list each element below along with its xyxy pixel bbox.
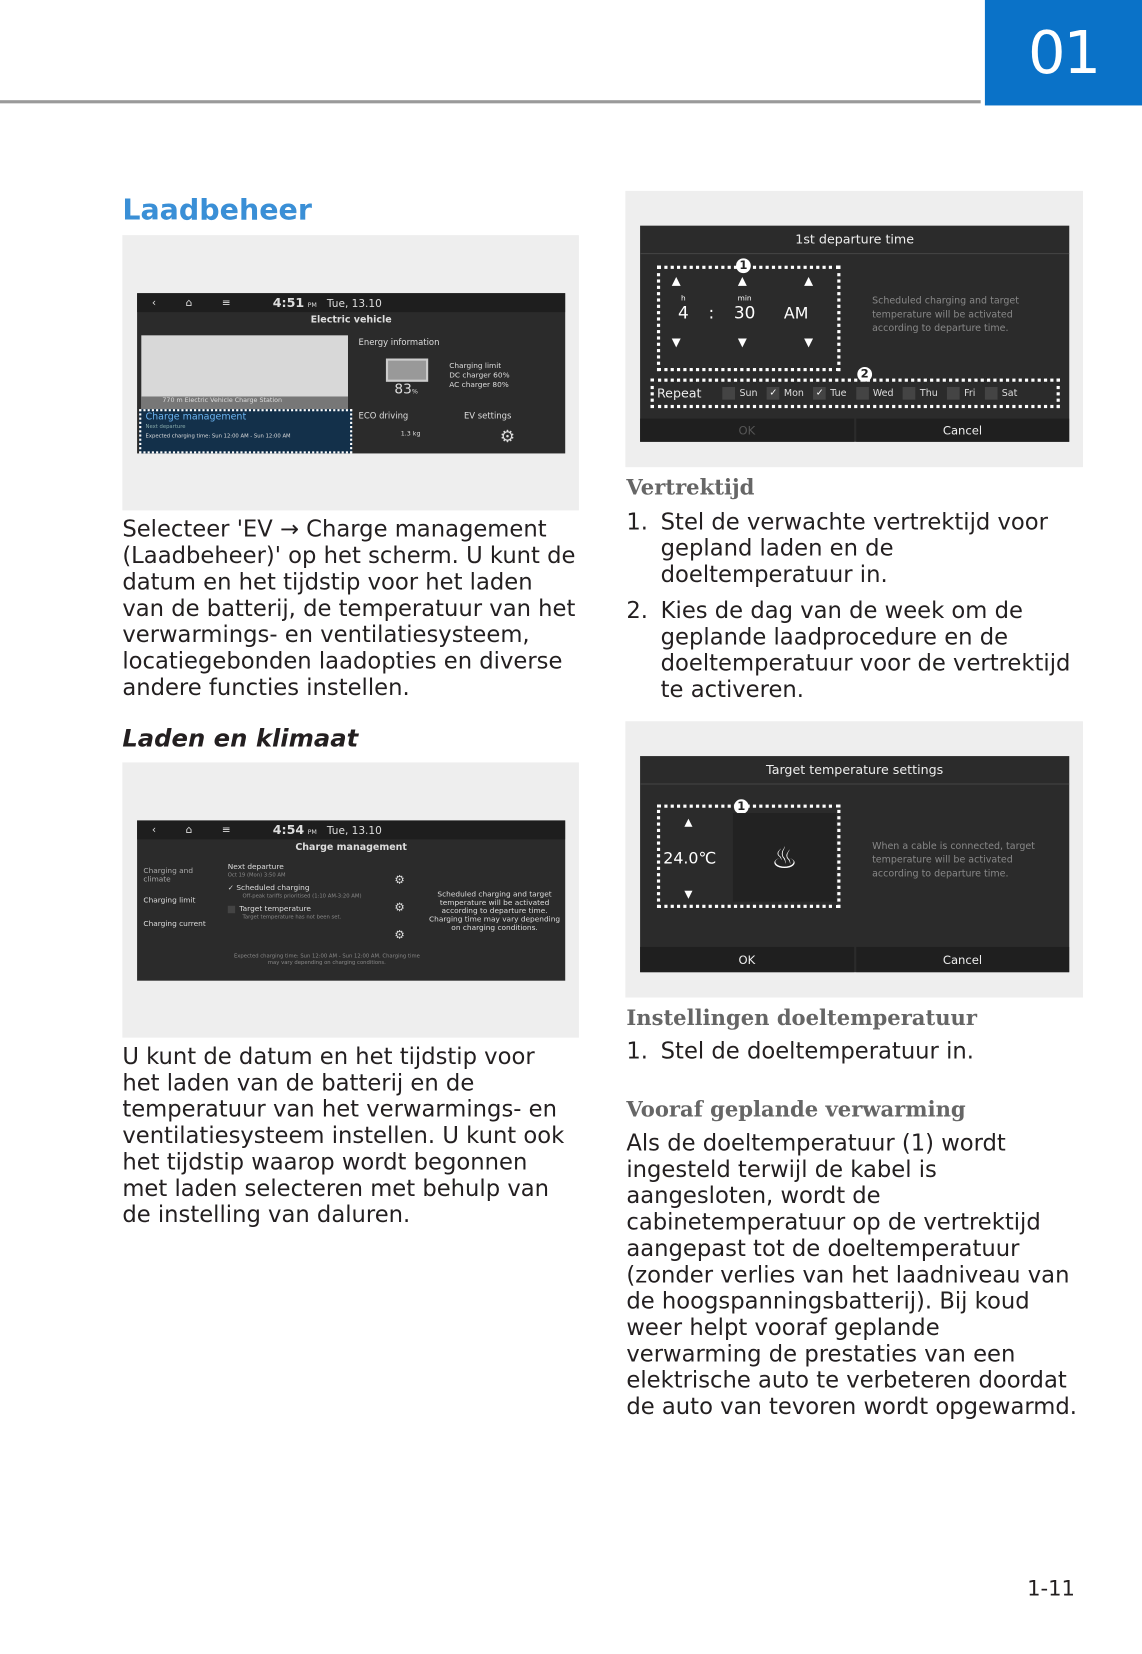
page-number: 1-11 — [1027, 1575, 1075, 1601]
ampm-up-icon[interactable]: ▲ — [804, 274, 814, 288]
day-sat[interactable] — [985, 387, 1017, 400]
day-tue[interactable] — [813, 387, 846, 400]
header-rule — [0, 100, 981, 103]
section-heading: Laadbeheer — [122, 194, 312, 227]
day-label: Sun — [739, 388, 758, 400]
day-fri[interactable] — [947, 387, 975, 400]
target-sub: Target temperature has not been set. — [242, 914, 342, 921]
heading-vertrektijd: Vertrektijd — [626, 474, 755, 500]
gear-icon[interactable]: ⚙ — [394, 900, 405, 915]
day-label: Mon — [783, 388, 804, 400]
list-vertrektijd — [626, 509, 1085, 713]
chapter-badge: 01 — [985, 0, 1142, 105]
battery-pct: 83 — [394, 381, 412, 398]
hour-value[interactable]: 4 — [677, 302, 689, 323]
eco-value: 1.3 kg — [400, 430, 421, 438]
battery-icon — [386, 359, 428, 382]
footer-text: Expected charging time: Sun 12:00 AM - Sun 12:00 AM. Charging time may vary depending on charging conditions. — [233, 953, 420, 966]
ok-button[interactable]: OK — [640, 947, 854, 972]
side-charging-climate[interactable]: Charging and climate — [143, 866, 194, 884]
ampm: PM — [307, 301, 317, 309]
day-label: Wed — [872, 388, 894, 400]
gear-icon[interactable]: ⚙ — [394, 927, 405, 942]
list-doeltemperatuur — [626, 1039, 1085, 1075]
list-item: 1. Stel de verwachte vertrektijd voor gepland laden en de doeltemperatuur in. — [626, 509, 1085, 588]
day-checkbox[interactable] — [903, 387, 916, 400]
laden-paragraph: U kunt de datum en het tijdstip voor het laden van de batterij en de temperatuur van het verwarmings- en ventilatiesysteem instellen. U kunt ook het tijdstip waarop wordt begonnen met laden selecteren met behulp van de instelling van daluren. — [122, 1043, 565, 1229]
side-charging-limit[interactable]: Charging limit — [143, 896, 196, 905]
menu-icon: ≡ — [221, 824, 231, 836]
ampm-value[interactable]: AM — [783, 303, 809, 323]
list-item-text: Stel de verwachte vertrektijd voor gepland laden en de doeltemperatuur in. — [660, 509, 1048, 589]
min-value[interactable]: 30 — [733, 302, 756, 323]
vooraf-paragraph: Als de doeltemperatuur (1) wordt ingesteld terwijl de kabel is aangesloten, wordt de cabinetemperatuur op de vertrektijd aangepast tot de doeltemperatuur (zonder verlies van het laadniveau van de hoogspanningsbatterij). Bij koud weer helpt vooraf geplande verwarming de prestaties van een elektrische auto te verbeteren doordat de auto van tevoren wordt opgewarmd. — [626, 1130, 1077, 1421]
dc-limit: DC charger 60% — [449, 371, 510, 380]
target-screen — [640, 756, 1069, 972]
scheduled-sub: Off-peak tariffs prioritised (1:10 AM-3:20 AM) — [242, 893, 362, 900]
map[interactable] — [141, 335, 348, 409]
cancel-button[interactable]: Cancel — [856, 947, 1070, 972]
clock: 4:51 — [272, 295, 305, 311]
callout-1: 1 — [734, 799, 749, 814]
home-icon: ⌂ — [185, 296, 193, 309]
list-item: 2. Kies de dag van de week om de geplande laadprocedure en de doeltemperatuur voor de vertrektijd te activeren. — [626, 598, 1085, 703]
min-label: min — [737, 294, 752, 303]
day-label: Fri — [964, 388, 976, 400]
screen-title: Electric vehicle — [310, 315, 392, 326]
intro-paragraph: Selecteer 'EV → Charge management (Laadbeheer)' op het scherm. U kunt de datum en het tijdstip voor het laden van de batterij, de temperatuur van het verwarmings- en ventilatiesysteem, locatiegebonden laadopties en diverse andere functies instellen. — [122, 516, 576, 702]
menu-icon: ≡ — [221, 296, 231, 309]
pct-unit: % — [411, 388, 418, 396]
min-up-icon[interactable]: ▲ — [737, 274, 747, 288]
screen-title: Charge management — [295, 842, 407, 854]
tile-next: Next departure — [145, 423, 186, 431]
info-text: Scheduled charging and target temperature will be activated according to departure time. — [872, 296, 1019, 335]
day-checkbox[interactable]: ✓ — [813, 387, 826, 400]
ampm: PM — [307, 828, 317, 837]
figure-ev-screen — [122, 235, 579, 510]
departure-screen: 1st departure time 1 ▲ ▲ ▲ h 4 : min 30 AM ▼ ▼ ▼ Scheduled charging and target temperature will be activated according to departure time. 2 Repeat Sun ✓ Mon ✓ Tue Wed Thu Fri Sat OK Cancel — [640, 226, 1069, 442]
ev-screen — [137, 293, 565, 453]
scheduled-charging[interactable]: Scheduled charging — [236, 883, 310, 893]
charge-management-tile[interactable] — [139, 409, 352, 453]
eco-driving[interactable]: ECO driving — [358, 411, 409, 421]
side-charging-current[interactable]: Charging current — [143, 919, 206, 928]
next-departure[interactable]: Next departure — [227, 862, 284, 872]
dialog-title: 1st departure time — [640, 226, 1069, 254]
home-icon: ⌂ — [185, 824, 193, 836]
list-item-text: Stel de doeltemperatuur in. — [660, 1038, 974, 1066]
target-checkbox[interactable] — [228, 905, 235, 912]
temp-up-icon[interactable]: ▲ — [684, 817, 693, 829]
day-checkbox[interactable] — [947, 387, 960, 400]
charging-limit: Charging limit — [449, 361, 502, 371]
check-icon[interactable]: ✓ — [227, 883, 234, 893]
date: Tue, 13.10 — [326, 825, 382, 838]
subheading-laden: Laden en klimaat — [122, 725, 359, 753]
info-text: When a cable is connected, target temperature will be activated according to departure time. — [872, 841, 1035, 880]
list-item-text: Kies de dag van de week om de geplande laadprocedure en de doeltemperatuur voor de vertrektijd te activeren. — [660, 597, 1071, 704]
dialog-title: Target temperature settings — [640, 756, 1069, 784]
ev-settings[interactable]: EV settings — [463, 411, 512, 421]
day-thu[interactable] — [903, 387, 938, 400]
hour-label: h — [680, 294, 686, 303]
day-wed[interactable] — [856, 387, 894, 400]
day-checkbox[interactable] — [856, 387, 869, 400]
callout-1: 1 — [736, 258, 751, 273]
repeat-label: Repeat — [656, 385, 702, 401]
day-label: Tue — [830, 388, 847, 400]
ok-button[interactable]: OK — [640, 419, 854, 442]
day-mon[interactable] — [767, 387, 804, 400]
defrost-icon[interactable]: ♨ — [733, 813, 836, 902]
day-label: Sat — [1001, 388, 1018, 400]
clock: 4:54 — [272, 822, 305, 838]
list-item: 1. Stel de doeltemperatuur in. — [626, 1038, 974, 1066]
day-checkbox[interactable]: ✓ — [767, 387, 780, 400]
temp-value: 24.0℃ — [663, 848, 717, 868]
cancel-button[interactable]: Cancel — [856, 419, 1070, 442]
target-temperature[interactable]: Target temperature — [239, 904, 311, 914]
next-departure-value: Oct 19 (Mon) 3:50 AM — [227, 872, 286, 879]
back-icon: ‹ — [151, 824, 157, 836]
date: Tue, 13.10 — [326, 298, 382, 311]
day-label: Thu — [919, 388, 938, 400]
min-down-icon[interactable]: ▼ — [737, 335, 747, 350]
heading-doeltemperatuur: Instellingen doeltemperatuur — [626, 1004, 977, 1031]
energy-label: Energy information — [358, 337, 440, 347]
back-icon: ‹ — [151, 296, 157, 309]
info-text: Scheduled charging and target temperature will be activated according to departure time. Charging time may vary depending on charging conditions. — [429, 889, 561, 933]
hour-up-icon[interactable]: ▲ — [671, 274, 681, 288]
day-checkbox[interactable] — [723, 387, 736, 400]
tile-title: Charge management — [145, 412, 247, 423]
ac-limit: AC charger 80% — [449, 380, 509, 390]
gear-icon[interactable]: ⚙ — [394, 873, 405, 887]
gear-icon: ⚙ — [499, 426, 515, 447]
day-checkbox[interactable] — [985, 387, 998, 400]
figure-departure-time — [625, 191, 1083, 467]
temp-down-icon[interactable]: ▼ — [684, 888, 693, 901]
map-bar: 770 m Electric Vehicle Charge Station — [141, 396, 348, 409]
hour-down-icon[interactable]: ▼ — [671, 335, 681, 350]
day-sun[interactable] — [723, 387, 758, 400]
ampm-down-icon[interactable]: ▼ — [804, 335, 814, 350]
callout-2: 2 — [857, 367, 872, 382]
heading-vooraf: Vooraf geplande verwarming — [626, 1096, 966, 1122]
figure-target-temperature — [625, 721, 1083, 997]
charge-screen — [137, 820, 565, 980]
tile-expected: Expected charging time: Sun 12:00 AM - Sun 12:00 AM — [145, 433, 291, 440]
figure-charge-management — [122, 762, 579, 1037]
